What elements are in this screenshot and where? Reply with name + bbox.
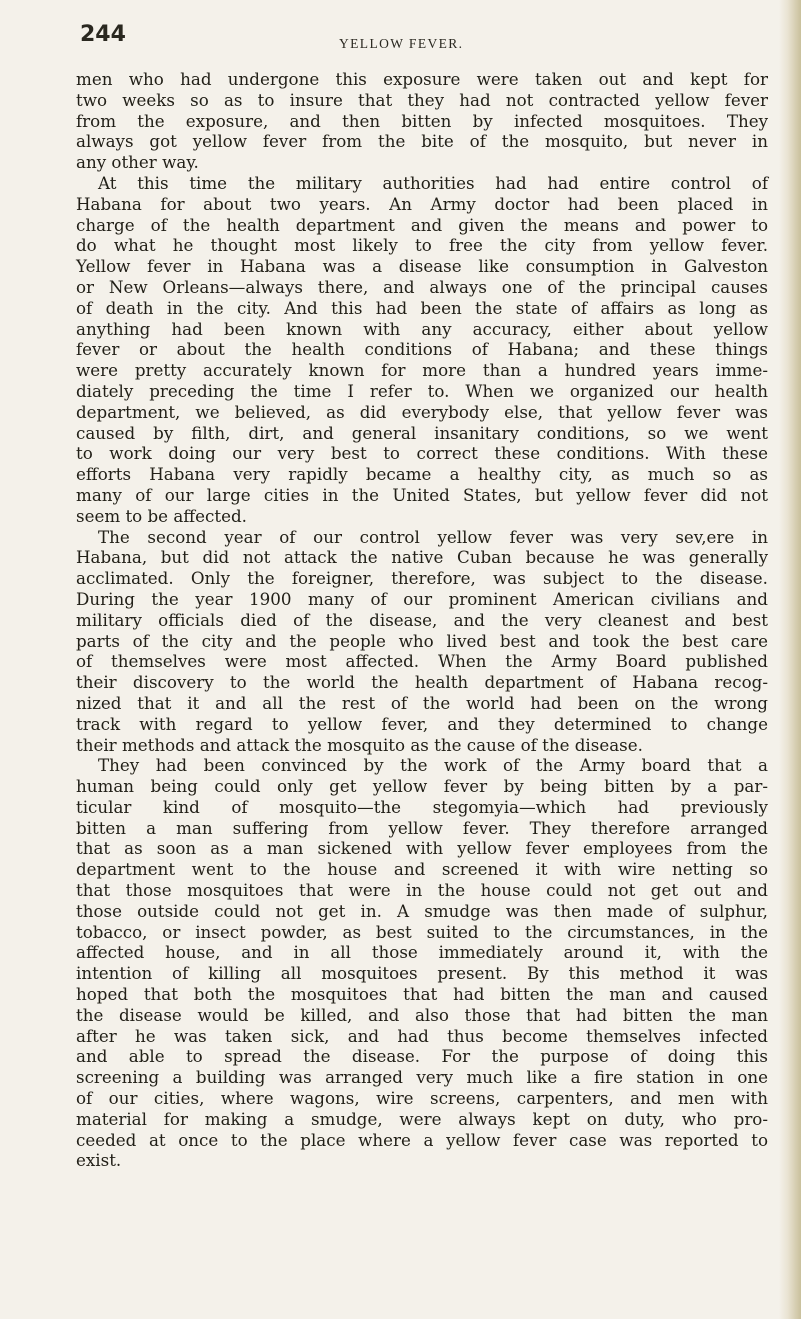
text-line: any other way. — [76, 152, 199, 173]
text-line: of our cities, where wagons, wire screens, carpenters, and men with — [76, 1088, 768, 1109]
text-line: that as soon as a man sickened with yellow fever employees from the — [76, 838, 768, 859]
text-line: acclimated. Only the foreigner, therefore, was subject to the disease. — [76, 568, 768, 589]
text-line: human being could only get yellow fever by being bitten by a par- — [76, 776, 768, 797]
page-edge-shadow — [779, 0, 801, 1319]
text-line: ceeded at once to the place where a yellow fever case was reported to — [76, 1129, 768, 1150]
page-header — [0, 20, 801, 50]
text-line: track with regard to yellow fever, and they determined to change — [76, 713, 768, 734]
text-line: bitten a man suffering from yellow fever. They therefore arranged — [76, 817, 768, 838]
text-line: two weeks so as to insure that they had not contracted yellow fever — [76, 89, 768, 110]
text-line: tobacco, or insect powder, as best suited to the circumstances, in the — [76, 921, 768, 942]
text-line: or New Orleans—always there, and always one of the principal causes — [76, 276, 768, 297]
text-line: of death in the city. And this had been the state of affairs as long as — [76, 297, 768, 318]
text-line: men who had undergone this exposure were taken out and kept for — [76, 69, 768, 89]
text-line: intention of killing all mosquitoes present. By this method it was — [76, 963, 768, 984]
text-line: screening a building was arranged very much like a fire station in one — [76, 1067, 768, 1088]
text-line: department, we believed, as did everybody else, that yellow fever was — [76, 401, 768, 422]
text-line: anything had been known with any accuracy, either about yellow — [76, 318, 768, 339]
text-line: seem to be affected. — [76, 505, 247, 526]
text-line: nized that it and all the rest of the world had been on the wrong — [76, 692, 768, 713]
text-line: always got yellow fever from the bite of the mosquito, but never in — [76, 131, 768, 152]
text-line: The second year of our control yellow fever was very sev,ere in — [98, 526, 768, 547]
body-text — [76, 69, 768, 1171]
text-line: exist. — [76, 1150, 122, 1171]
text-line: fever or about the health conditions of Habana; and these things — [76, 339, 768, 360]
running-head: YELLOW FEVER. — [339, 36, 464, 51]
text-line: military officials died of the disease, and the very cleanest and best — [76, 609, 768, 630]
page-number: 244 — [80, 22, 126, 47]
text-line: from the exposure, and then bitten by infected mosquitoes. They — [76, 110, 768, 131]
text-line: were pretty accurately known for more than a hundred years imme- — [76, 360, 768, 381]
text-line: Habana for about two years. An Army doctor had been placed in — [76, 193, 768, 214]
text-line: many of our large cities in the United States, but yellow fever did not — [76, 484, 768, 505]
text-line: their methods and attack the mosquito as the cause of the disease. — [76, 734, 643, 755]
text-line: after he was taken sick, and had thus become themselves infected — [76, 1025, 768, 1046]
text-line: their discovery to the world the health department of Habana recog- — [76, 672, 768, 693]
text-line: ticular kind of mosquito—the stegomyia—which had previously — [76, 796, 768, 817]
text-line: efforts Habana very rapidly became a healthy city, as much so as — [76, 464, 768, 485]
text-line: those outside could not get in. A smudge was then made of sulphur, — [76, 900, 768, 921]
text-line: to work doing our very best to correct these conditions. With these — [76, 443, 768, 464]
text-line: Yellow fever in Habana was a disease like consumption in Galveston — [76, 256, 768, 277]
text-line: At this time the military authorities had had entire control of — [98, 172, 768, 193]
text-line: caused by filth, dirt, and general insanitary conditions, so we went — [76, 422, 768, 443]
text-line: material for making a smudge, were always kept on duty, who pro- — [76, 1108, 768, 1129]
text-line: charge of the health department and given the means and power to — [76, 214, 768, 235]
text-line: hoped that both the mosquitoes that had bitten the man and caused — [76, 984, 768, 1005]
text-line: parts of the city and the people who lived best and took the best care — [76, 630, 768, 651]
text-line: They had been convinced by the work of the Army board that a — [98, 755, 768, 776]
text-line: Habana, but did not attack the native Cuban because he was generally — [76, 547, 768, 568]
text-line: of themselves were most affected. When the Army Board published — [76, 651, 768, 672]
text-line: the disease would be killed, and also those that had bitten the man — [76, 1004, 768, 1025]
text-line: do what he thought most likely to free the city from yellow fever. — [76, 235, 768, 256]
text-line: that those mosquitoes that were in the house could not get out and — [76, 880, 768, 901]
text-line: affected house, and in all those immediately around it, with the — [76, 942, 768, 963]
text-line: diately preceding the time I refer to. When we organized our health — [76, 380, 768, 401]
text-line: During the year 1900 many of our prominent American civilians and — [76, 588, 768, 609]
text-line: department went to the house and screened it with wire netting so — [76, 859, 768, 880]
text-line: and able to spread the disease. For the purpose of doing this — [76, 1046, 768, 1067]
